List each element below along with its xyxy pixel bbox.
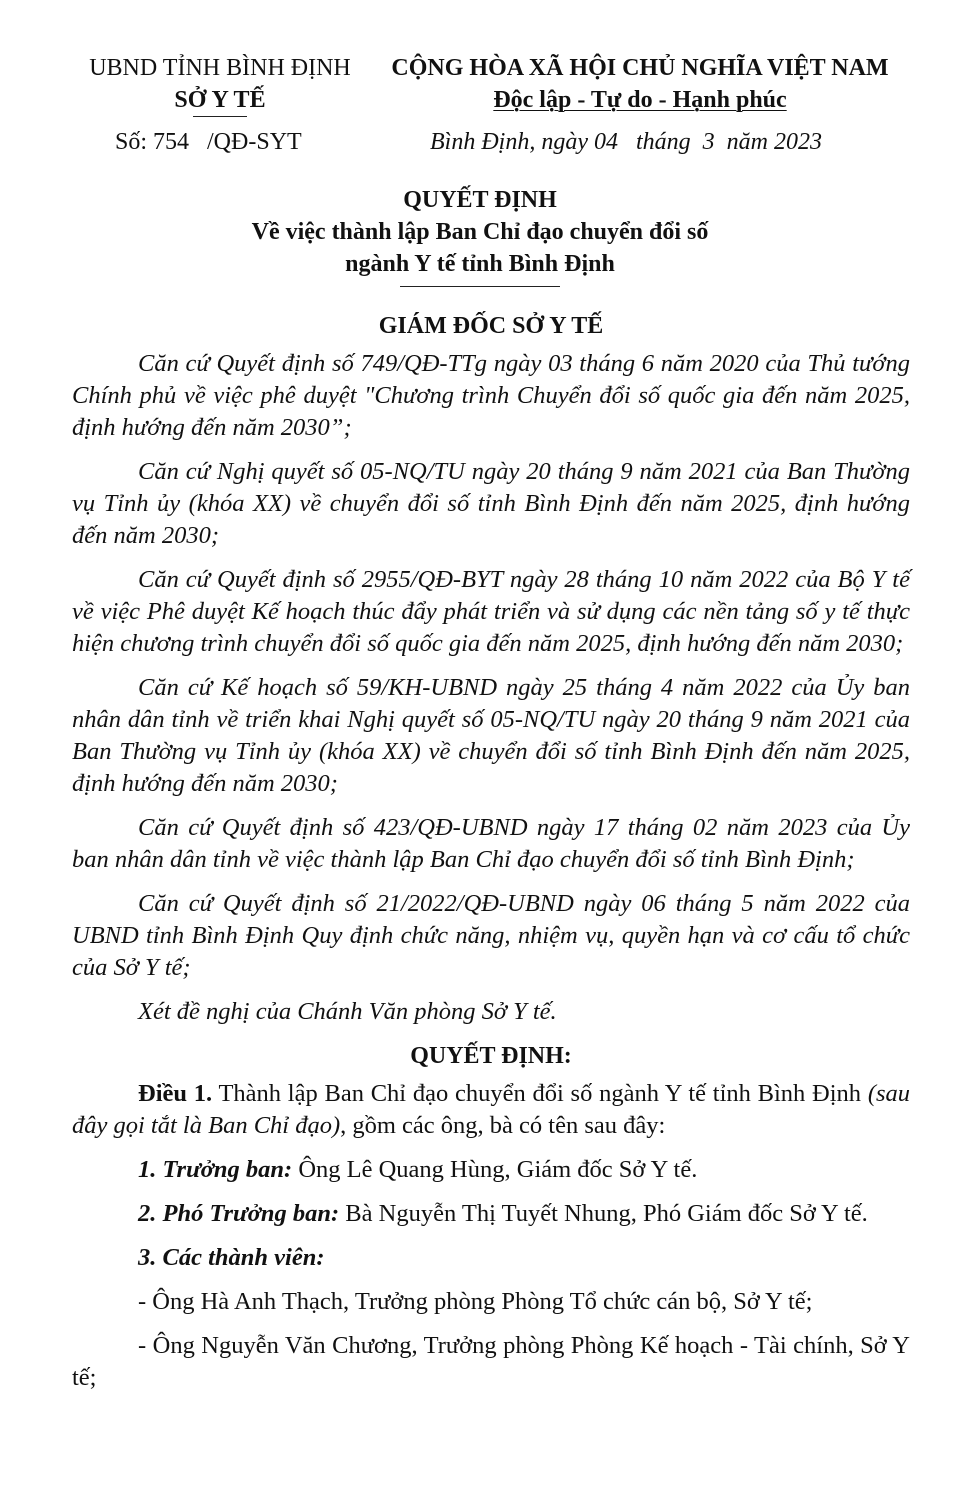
preamble-item: Căn cứ Quyết định số 749/QĐ-TTg ngày 03 tháng 6 năm 2020 của Thủ tướng Chính phủ về việc phê duyệt "Chương trình Chuyển đổi số quốc gia đến năm 2025, định hướng đến năm 2030”; [72,350,910,441]
decision-heading: QUYẾT ĐỊNH: [410,1043,572,1069]
nation-title: CỘNG HÒA XÃ HỘI CHỦ NGHĨA VIỆT NAM [391,55,889,81]
member-deputy-label: 2. Phó Trưởng ban: [138,1200,340,1227]
preamble-item: Căn cứ Kế hoạch số 59/KH-UBND ngày 25 tháng 4 năm 2022 của Ủy ban nhân dân tỉnh về triển khai Nghị quyết số 05-NQ/TU ngày 20 tháng 9 năm 2021 của Ban Thường vụ Tỉnh ủy (khóa XX) về chuyển đổi số tỉnh Bình Định đến năm 2025, định hướng đến năm 2030; [72,674,910,797]
place-date: Bình Định, ngày 04 tháng 3 năm 2023 [430,129,822,155]
authority-heading: GIÁM ĐỐC SỞ Y TẾ [378,313,604,339]
members-heading [72,1242,910,1274]
document-number: Số: 754 /QĐ-SYT [115,129,302,155]
preamble-item: Căn cứ Nghị quyết số 05-NQ/TU ngày 20 tháng 9 năm 2021 của Ban Thường vụ Tỉnh ủy (khóa XX) về chuyển đổi số tỉnh Bình Định đến năm 2025, định hướng đến năm 2030; [72,458,910,549]
member-deputy [72,1198,910,1230]
motto: Độc lập - Tự do - Hạnh phúc [493,87,787,113]
agency-parent: UBND TỈNH BÌNH ĐỊNH [89,55,351,81]
agency-underline [193,116,247,117]
title-subject-2: ngành Y tế tỉnh Bình Định [345,251,615,277]
preamble-item: Căn cứ Quyết định số 21/2022/QĐ-UBND ngày 06 tháng 5 năm 2022 của UBND tỉnh Bình Định Quy định chức năng, nhiệm vụ, quyền hạn và cơ cấu tổ chức của Sở Y tế; [72,890,910,981]
document-title [0,184,960,287]
member-deputy-text: Bà Nguyễn Thị Tuyết Nhung, Phó Giám đốc Sở Y tế. [339,1200,868,1227]
member-head-text: Ông Lê Quang Hùng, Giám đốc Sở Y tế. [292,1156,698,1183]
article-1-note: (sau đây gọi tắt là Ban Chỉ đạo) [72,1080,911,1139]
preamble-item: Căn cứ Quyết định số 423/QĐ-UBND ngày 17 tháng 02 năm 2023 của Ủy ban nhân dân tỉnh về việc thành lập Ban Chỉ đạo chuyển đổi số tỉnh Bình Định; [72,814,910,873]
article-1-label: Điều 1. [138,1080,213,1107]
issuing-agency [70,52,370,117]
agency-name: SỞ Y TẾ [174,87,266,113]
member-item: - Ông Nguyễn Văn Chương, Trưởng phòng Phòng Kế hoạch - Tài chính, Sở Y tế; [72,1332,910,1391]
member-item: - Ông Hà Anh Thạch, Trưởng phòng Phòng Tổ chức cán bộ, Sở Y tế; [138,1288,813,1315]
article-1-text: Thành lập Ban Chỉ đạo chuyển đổi số ngành Y tế tỉnh Bình Định [212,1080,868,1107]
title-subject-1: Về việc thành lập Ban Chỉ đạo chuyển đổi số [251,219,709,245]
member-head-label: 1. Trưởng ban: [138,1156,293,1183]
document-body [72,310,910,1406]
preamble-item: Xét đề nghị của Chánh Văn phòng Sở Y tế. [138,998,557,1025]
title-type: QUYẾT ĐỊNH [403,187,557,213]
article-1 [72,1078,910,1142]
member-head [72,1154,910,1186]
members-label: 3. Các thành viên: [138,1244,325,1271]
article-1-text-2: , gồm các ông, bà có tên sau đây: [340,1112,666,1139]
preamble-item: Căn cứ Quyết định số 2955/QĐ-BYT ngày 28 tháng 10 năm 2022 của Bộ Y tế về việc Phê duyệt Kế hoạch thúc đẩy phát triển và sử dụng các nền tảng số y tế thực hiện chương trình chuyển đổi số quốc gia đến năm 2025, định hướng đến năm 2030; [72,566,910,657]
national-motto [360,52,920,116]
title-rule [400,286,560,287]
